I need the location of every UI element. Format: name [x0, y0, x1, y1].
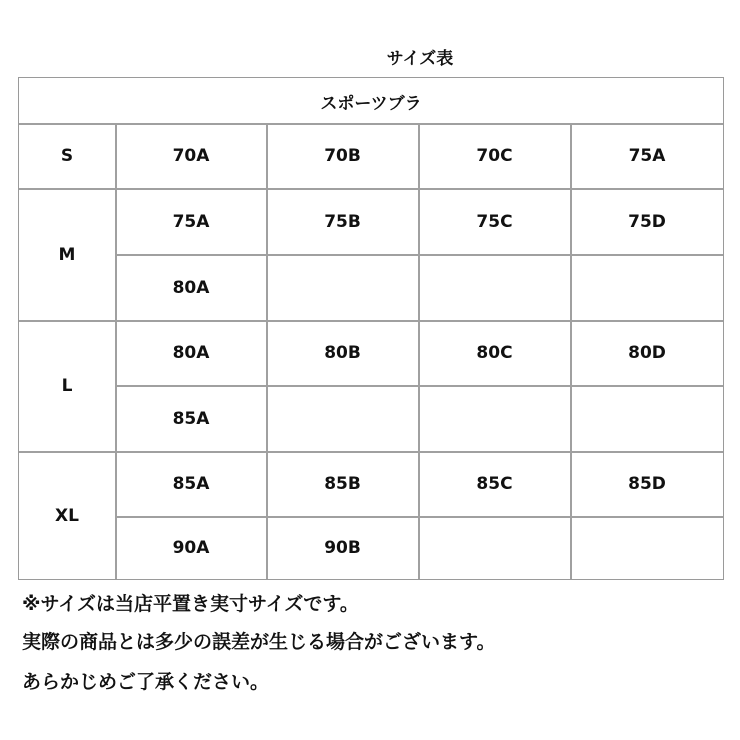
table-cell: 75A	[172, 211, 210, 232]
table-cell: 75D	[628, 211, 666, 232]
table-cell: 90A	[172, 538, 210, 558]
table-cell: 75B	[324, 211, 361, 232]
size-label: S	[60, 146, 74, 166]
table-cell: 70A	[172, 146, 210, 166]
table-cell: 80C	[476, 343, 513, 363]
table-cell: 70B	[324, 146, 361, 166]
table-cell: 85D	[628, 474, 666, 494]
table-cell: 85A	[172, 474, 210, 494]
size-label: L	[61, 376, 73, 396]
size-label: XL	[55, 505, 79, 526]
table-cell: 70C	[476, 146, 513, 166]
table-cell: 80A	[172, 277, 210, 298]
table-header: スポーツブラ	[320, 93, 422, 114]
note-line-1: ※サイズは当店平置き実寸サイズです。	[22, 593, 359, 615]
table-cell: 85B	[324, 474, 361, 494]
size-table	[18, 77, 724, 580]
table-cell: 75A	[628, 146, 666, 166]
table-cell: 80D	[628, 343, 666, 363]
note-line-2: 実際の商品とは多少の誤差が生じる場合がございます。	[22, 631, 496, 653]
table-title: サイズ表	[386, 49, 454, 69]
table-cell: 85C	[476, 474, 513, 494]
table-cell: 80B	[324, 343, 361, 363]
table-cell: 90B	[324, 538, 361, 558]
size-label: M	[58, 244, 76, 265]
note-line-3: あらかじめご了承ください。	[22, 671, 270, 693]
table-cell: 75C	[476, 211, 513, 232]
table-cell: 80A	[172, 343, 210, 363]
table-cell: 85A	[172, 408, 210, 429]
